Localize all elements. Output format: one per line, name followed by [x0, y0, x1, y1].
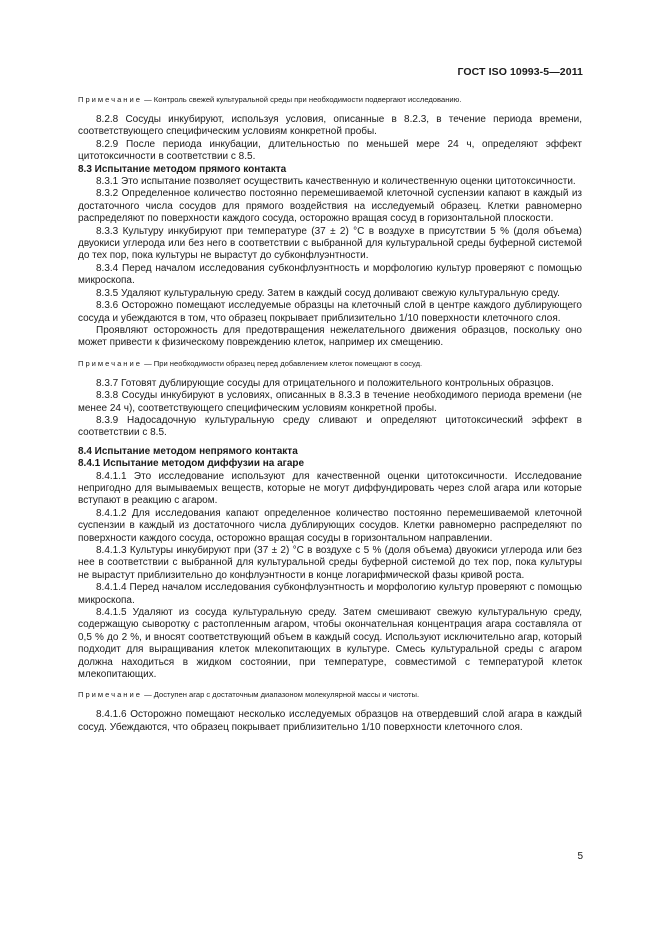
section-heading: 8.4 Испытание методом непрямого контакта	[78, 445, 298, 457]
body-paragraph: 8.4.1.4 Перед началом исследования субконфлуэнтность и морфологию культур проверяют с помощью микроскопа.	[78, 582, 582, 606]
body-paragraph: 8.4.1.3 Культуры инкубируют при (37 ± 2) °С в воздухе с 5 % (доля объема) двуокиси углерода или без нее в соответствии с выбранной для культуральной среды буферной системой до тех пор, пока культуры не вырастут приблизительно до конфлуэнтности в конце логарифмической фазы кривой роста.	[78, 545, 582, 581]
note-paragraph	[78, 95, 582, 105]
note-text: — При необходимости образец перед добавлением клеток помещают в сосуд.	[141, 358, 423, 368]
body-paragraph: 8.2.9 После периода инкубации, длительностью по меньшей мере 24 ч, определяют эффект цитотоксичности в соответствии с 8.5.	[78, 138, 582, 163]
standard-header: ГОСТ ISO 10993-5—2011	[457, 66, 583, 78]
page-number: 5	[577, 851, 583, 862]
note-text: — Контроль свежей культуральной среды при необходимости подвергают исследованию.	[141, 95, 462, 104]
body-paragraph: 8.4.1.6 Осторожно помещают несколько исследуемых образцов на отвердевший слой агара в каждый сосуд. Убеждаются, что образец покрывает приблизительно 1/10 поверхности клеточного слоя.	[78, 709, 582, 733]
body-paragraph: Проявляют осторожность для предотвращения нежелательного движения образцов, поскольку оно может привести к физическому повреждению клеток, например их смещению.	[78, 324, 582, 349]
note-label: Примечание	[78, 690, 142, 700]
note-label: Примечание	[78, 95, 142, 104]
body-paragraph: 8.2.8 Сосуды инкубируют, используя условия, описанные в 8.2.3, в течение периода времени, соответствующего специфическим условиям конкретной пробы.	[78, 114, 582, 138]
spacer	[78, 681, 582, 690]
document-body	[78, 95, 582, 734]
body-paragraph: 8.3.1 Это испытание позволяет осуществить качественную и количественную оценки цитотоксичности.	[96, 176, 576, 188]
body-paragraph: 8.3.8 Сосуды инкубируют в условиях, описанных в 8.3.3 в течение необходимого периода времени (не менее 24 ч), соответствующего специфическим условиям конкретной пробы.	[78, 390, 582, 414]
note-text: — Доступен агар с достаточным диапазоном молекулярной массы и чистоты.	[141, 690, 420, 700]
body-paragraph: 8.3.7 Готовят дублирующие сосуды для отрицательного и положительного контрольных образцов.	[96, 377, 554, 389]
body-paragraph: 8.3.6 Осторожно помещают исследуемые образцы на клеточный слой в центре каждого дублирующего сосуда и убеждаются в том, что образец покрывает приблизительно 1/10 поверхности клеточного слоя.	[78, 300, 582, 324]
body-paragraph: 8.3.4 Перед началом исследования субконфлуэнтность и морфологию культур проверяют с помощью микроскопа.	[78, 262, 582, 287]
section-heading: 8.4.1 Испытание методом диффузии на агаре	[78, 458, 305, 470]
body-paragraph: 8.4.1.2 Для исследования капают определенное количество постоянно перемешиваемой клеточной суспензии в каждый из достаточного числа дублирующих сосудов. Клетки равномерно распределяют по поверхности каждого сосуда, осторожно вращая сосуды в горизонтальном направлении.	[78, 507, 582, 544]
section-heading: 8.3 Испытание методом прямого контакта	[78, 163, 287, 175]
spacer	[78, 350, 582, 359]
body-paragraph: 8.3.9 Надосадочную культуральную среду сливают и определяют цитотоксический эффект в соответствии с 8.5.	[78, 414, 582, 439]
spacer	[78, 105, 582, 114]
note-paragraph	[78, 690, 582, 700]
body-paragraph: 8.3.3 Культуру инкубируют при температуре (37 ± 2) °С в воздухе в присутствии 5 % (доля объема) двуокиси углерода или без него в соответствии с выбранной для культуральной среды буферной системой до тех пор, пока культуры не вырастут до субконфлуэнтности.	[78, 225, 582, 262]
note-label: Примечание	[78, 358, 142, 368]
body-paragraph: 8.3.2 Определенное количество постоянно перемешиваемой клеточной суспензии капают в каждый из достаточного числа сосудов для прямого воздействия на исследуемый образец. Клетки равномерно распределяют по поверхности каждого сосуда, осторожно вращая сосуд в горизонтальной плоскости.	[78, 188, 582, 225]
note-paragraph	[78, 359, 582, 369]
body-paragraph: 8.4.1.1 Это исследование используют для качественной оценки цитотоксичности. Исследование непригодно для вымываемых веществ, которые не могут диффундировать через слой агара или которые вступают в реакцию с агаром.	[78, 470, 582, 507]
body-paragraph: 8.4.1.5 Удаляют из сосуда культуральную среду. Затем смешивают свежую культуральную среду, содержащую сыворотку с растопленным агаром, чтобы окончательная концентрация агара составляла от 0,5 % до 2 %, и вносят соответствующий объем в каждый сосуд. Используют исключительно агар, который подходит для выращивания клеток млекопитающих в культуре. Смесь культуральной среды с агаром должна находиться в жидком состоянии, при температуре, совместимой с температурой клеток млекопитающих.	[78, 607, 582, 681]
body-paragraph: 8.3.5 Удаляют культуральную среду. Затем в каждый сосуд доливают свежую культуральную среду.	[96, 287, 560, 299]
spacer	[78, 369, 582, 378]
